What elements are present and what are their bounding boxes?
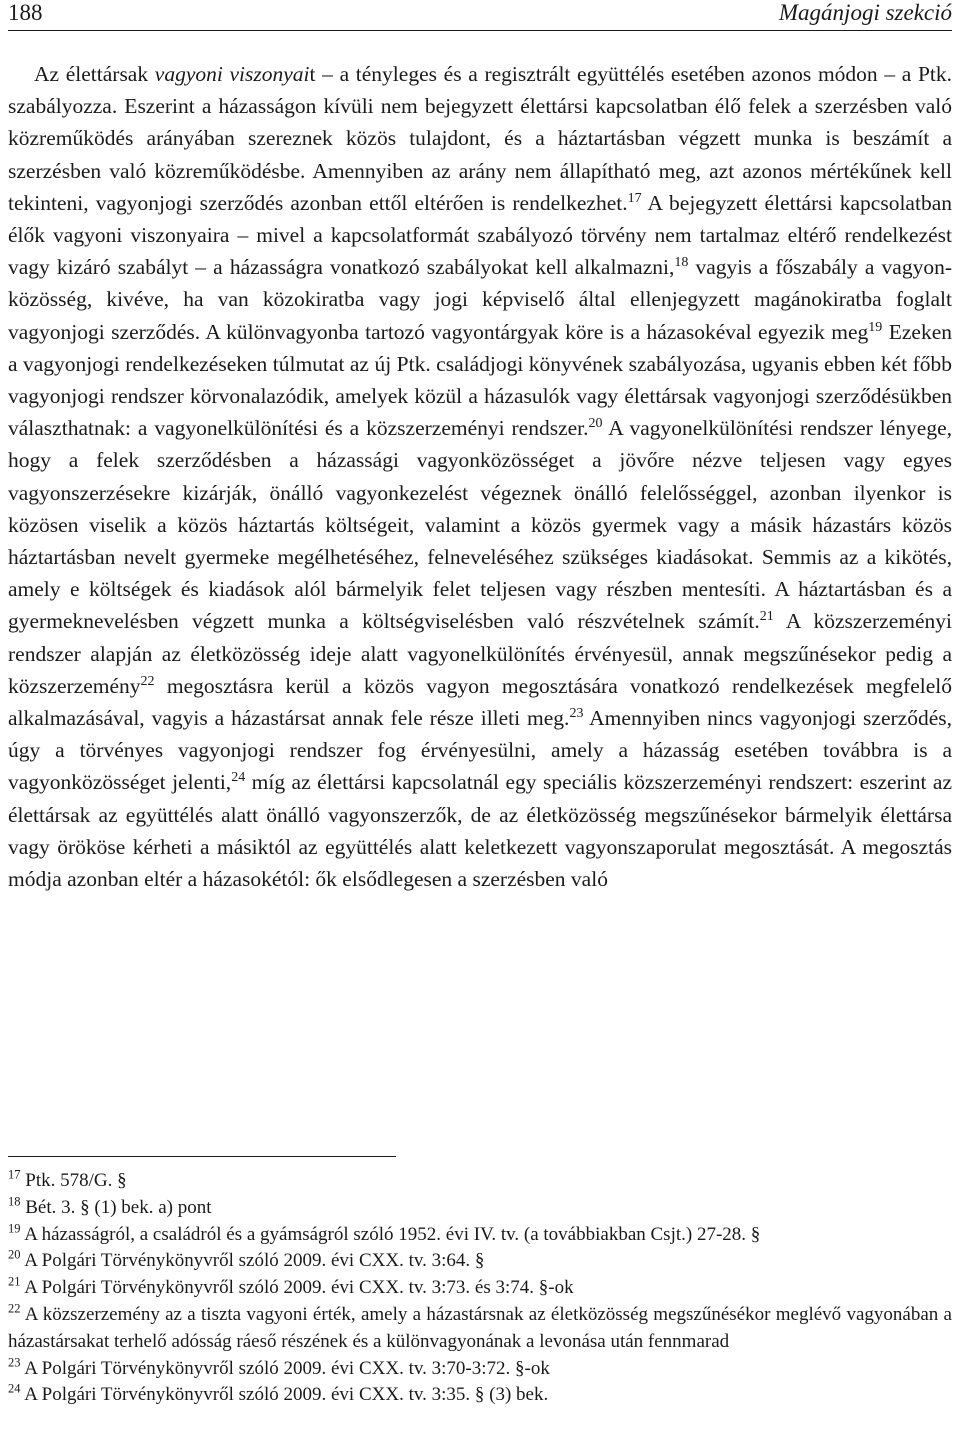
- footnote-17: [8, 1168, 952, 1195]
- footnote-text: A Polgári Törvénykönyvről szóló 2009. évi CXX. tv. 3:64. §: [20, 1250, 485, 1272]
- footnote-24: [8, 1382, 952, 1409]
- footnote-text: A közszerzemény az a tiszta vagyoni érték, amely a házastársnak az életközösség megszűnésékor meglévő vagyonában a házastársakat terhelő adósság ráeső részének és a különvagyonának a levonása után fennmarad: [8, 1303, 952, 1352]
- footnote-ref-23[interactable]: 23: [569, 705, 584, 721]
- footnote-22: [8, 1302, 952, 1356]
- footnote-19: [8, 1222, 952, 1249]
- footnote-number: 21: [8, 1274, 21, 1289]
- footnote-18: [8, 1195, 952, 1222]
- text-run: Amennyiben nincs vagyonjogi szerződés, úgy a törvényes vagyonjogi rendszer fog érvényesülni, amely a házasság esetében továbbra is a vagyonközösséget jelenti,: [8, 706, 952, 795]
- footnote-number: 22: [8, 1301, 21, 1316]
- footnote-number: 20: [8, 1248, 21, 1263]
- footnote-20: [8, 1248, 952, 1275]
- footnote-text: Ptk. 578/G. §: [20, 1170, 127, 1191]
- footnote-text: A Polgári Törvénykönyvről szóló 2009. évi CXX. tv. 3:35. § (3) bek.: [20, 1384, 549, 1406]
- text-run: A bejegyzett élettársi kapcsolatban élők vagyoni viszonyaira – mivel a kapcsolatformát szabályozó törvény nem tartalmaz eltérő rendelkezést vagy kizáró szabályt – a házasságra vonatkozó szabályokat kell alkalmazni,: [8, 190, 952, 280]
- section-title: Magánjogi szekció: [778, 0, 952, 25]
- footnote-text: A házasságról, a családról és a gyámságról szóló 1952. évi IV. tv. (a továbbiakban Csjt.) 27-28. §: [20, 1223, 761, 1245]
- footnote-ref-18[interactable]: 18: [674, 255, 689, 271]
- footnote-ref-19[interactable]: 19: [868, 319, 883, 335]
- text-run: A vagyonelkülönítési rendszer lényege, hogy a felek szerződésben a házassági vagyonközösséget a jövőre nézve teljesen vagy egyes vagyonszerzésekre kizárják, önálló vagyonkezelést végeznek önálló felelősséggel, azonban ilyenkor is közösen viselik a közös háztartás költségeit, valamint a közös gyermek vagy a másik házastárs közös háztartásban nevelt gyermeke megélhetéséhez, felneveléséhez szükséges kiadásokat. Semmis az a kikötés, amely e költségek és kiadások alól bármelyik felet teljesen vagy részben mentesíti. A háztartásban és a gyermeknevelésben végzett munka a költségviselésben való részvételnek számít.: [8, 416, 952, 634]
- body-text: [8, 58, 952, 895]
- footnote-23: [8, 1356, 952, 1383]
- footnote-number: 17: [8, 1167, 21, 1182]
- text-run: megosztásra kerül a közös vagyon megosztására vonatkozó rendelkezések megfelelő alkalmazásával, vagyis a házastársat annak fele része illeti meg.: [8, 673, 952, 731]
- footnote-text: A Polgári Törvénykönyvről szóló 2009. évi CXX. tv. 3:70-3:72. §-ok: [20, 1357, 550, 1379]
- footnote-ref-24[interactable]: 24: [231, 770, 246, 786]
- text-run: vagyis a főszabály a vagyonközösség, kivéve, ha van közokiratba vagy jogi képviselő által ellenjegyzett magánokiratba foglalt vagyonjogi szerződés. A különvagyonba tartozó vagyontárgyak köre is a házasokéval egyezik meg: [8, 255, 953, 344]
- footnote-text: Bét. 3. § (1) bek. a) pont: [20, 1196, 212, 1218]
- footnote-separator: [8, 1156, 396, 1157]
- italic-phrase: vagyoni viszonyai: [154, 62, 310, 86]
- text-run: Az élettársak: [34, 62, 155, 86]
- text-run: míg az élettársi kapcsolatnál egy speciális közszerzeményi rendszert: eszerint az élettársak az együttélés alatt önálló vagyonszerzők, de az életközösség megszűnésekor bármelyik élettársa vagy örököse kérheti a másiktól az együttélés alatt keletkezett vagyonszaporulat megosztását. A megosztás módja azonban eltér a házasokétól: ők elsődlegesen a szerzésben való: [8, 770, 952, 892]
- footnote-ref-20[interactable]: 20: [588, 416, 603, 432]
- text-run: t – a tényleges és a regisztrált együttélés esetében azonos módon – a Ptk. szabályozza. Eszerint a házasságon kívüli nem bejegyzett élettársi kapcsolatban élő felek a szerzésben való közreműködés arányában szereznek közös tulajdont, és a háztartásban végzett munka is beszámít a szerzésben való közreműködésbe. Amennyiben az arány nem állapítható meg, azt azonos mértékűnek kell tekinteni, vagyonjogi szerződés azonban ettől eltérően is rendelkezhet.: [8, 62, 953, 215]
- footnote-number: 18: [8, 1194, 21, 1209]
- footnote-number: 23: [8, 1355, 21, 1370]
- footnote-text: A Polgári Törvénykönyvről szóló 2009. évi CXX. tv. 3:73. és 3:74. §-ok: [20, 1277, 574, 1299]
- footnote-ref-21[interactable]: 21: [759, 609, 774, 625]
- footnote-number: 19: [8, 1221, 21, 1236]
- footnote-21: [8, 1275, 952, 1302]
- footnote-ref-17[interactable]: 17: [627, 190, 642, 206]
- main-paragraph: [8, 58, 952, 895]
- page-number: 188: [8, 0, 43, 25]
- text-run: Ezeken a vagyonjogi rendelkezéseken túlmutat az új Ptk. családjogi könyvének szabályozása, ugyanis ebben két főbb vagyonjogi rendszer körvonalazódik, amelyek közül a házasulók vagy élettársak vagyonjogi szerződésükben választhatnak: a vagyonelkülönítési és a közszerzeményi rendszer.: [8, 319, 952, 441]
- footnote-ref-22[interactable]: 22: [140, 673, 155, 689]
- footnotes: [8, 1168, 952, 1409]
- footnote-number: 24: [8, 1382, 21, 1397]
- running-header: [8, 0, 952, 31]
- text-run: A közszerzeményi rendszer alapján az életközösség ideje alatt vagyonelkülönítés érvényesül, annak megszűnésekor pedig a közszerzemény: [8, 609, 952, 698]
